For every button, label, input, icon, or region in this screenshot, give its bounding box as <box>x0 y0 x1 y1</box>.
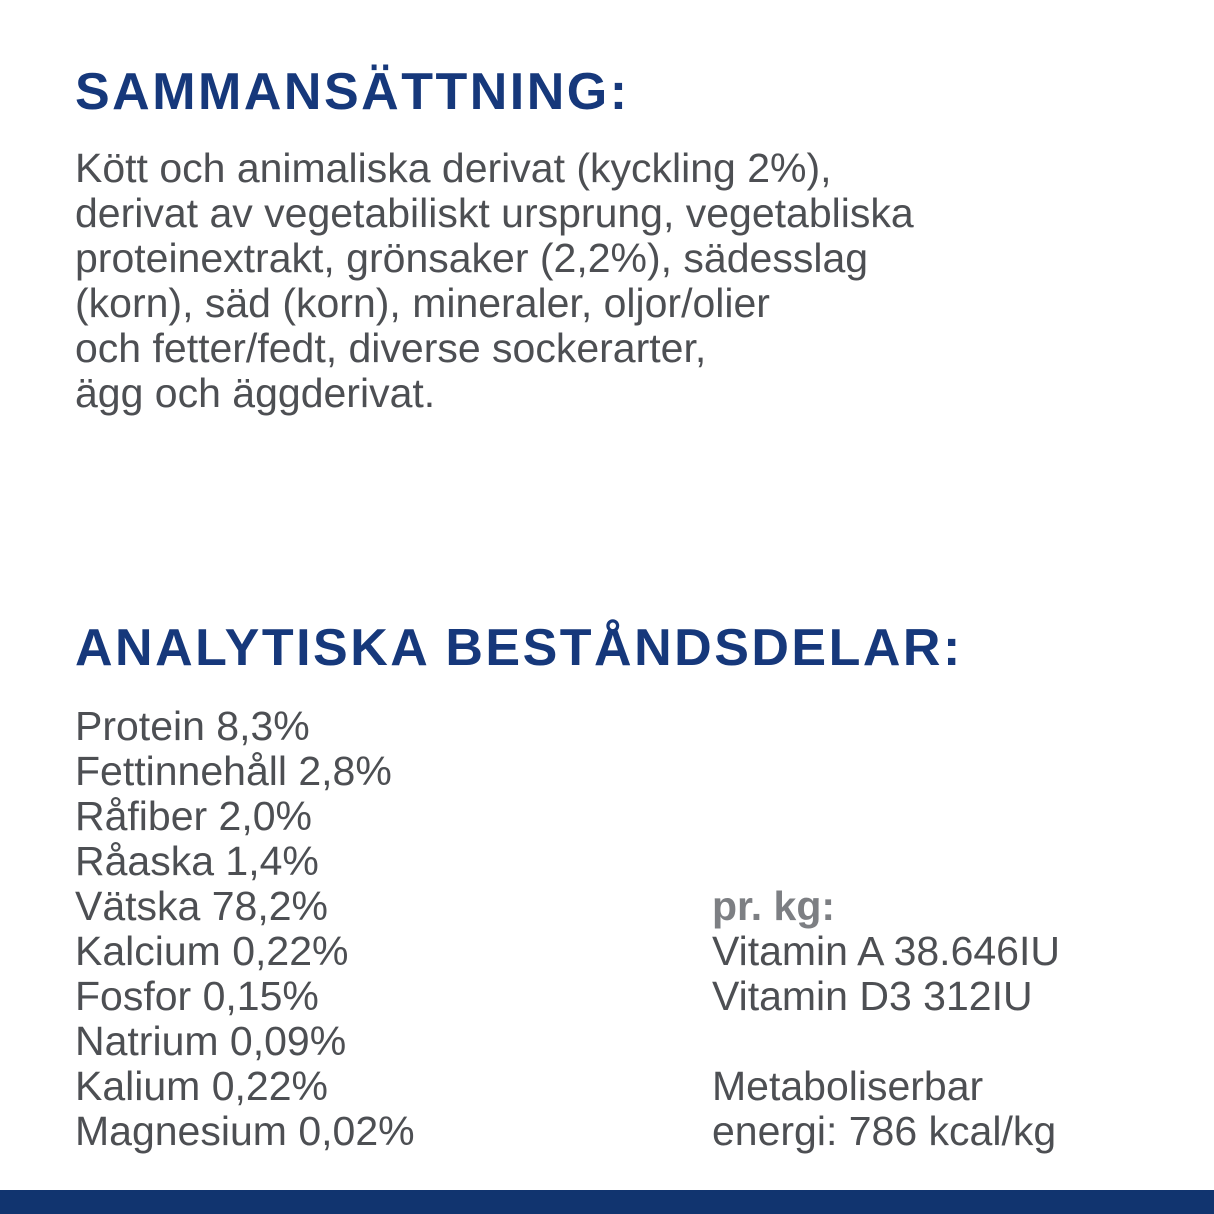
vitamin-line: Vitamin D3 312IU <box>712 973 1033 1019</box>
composition-text-line: Kött och animaliska derivat (kyckling 2%), <box>75 145 832 191</box>
nutrient-line: Råfiber 2,0% <box>75 793 313 839</box>
nutrient-line: Råaska 1,4% <box>75 838 319 884</box>
nutrient-line: Kalcium 0,22% <box>75 928 349 974</box>
composition-text-line: och fetter/fedt, diverse sockerarter, <box>75 325 707 371</box>
composition-ingredients-text <box>75 146 914 416</box>
per-kg-column <box>712 884 1060 1154</box>
column-spacer <box>712 1019 1060 1064</box>
bottom-bar <box>0 1190 1214 1214</box>
nutrient-line: Vätska 78,2% <box>75 883 328 929</box>
nutrient-line: Natrium 0,09% <box>75 1018 347 1064</box>
vitamin-line: Vitamin A 38.646IU <box>712 928 1060 974</box>
nutrient-line: Kalium 0,22% <box>75 1063 328 1109</box>
energy-line: Metaboliserbar <box>712 1063 984 1109</box>
composition-text-line: ägg och äggderivat. <box>75 370 436 416</box>
composition-text-line: derivat av vegetabiliskt ursprung, vegetabliska <box>75 190 914 236</box>
composition-text-line: proteinextrakt, grönsaker (2,2%), sädesslag <box>75 235 869 281</box>
energy-line: energi: 786 kcal/kg <box>712 1108 1057 1154</box>
composition-text-line: (korn), säd (korn), mineraler, oljor/olier <box>75 280 770 326</box>
nutrient-line: Fosfor 0,15% <box>75 973 319 1019</box>
per-kg-heading: pr. kg: <box>712 883 836 929</box>
nutrient-line: Protein 8,3% <box>75 703 310 749</box>
analytical-constituents-heading: ANALYTISKA BESTÅNDSDELAR: <box>75 619 963 677</box>
composition-heading: SAMMANSÄTTNING: <box>75 63 630 121</box>
nutrient-line: Fettinnehåll 2,8% <box>75 748 392 794</box>
nutrient-line: Magnesium 0,02% <box>75 1108 415 1154</box>
nutrient-list <box>75 704 415 1154</box>
